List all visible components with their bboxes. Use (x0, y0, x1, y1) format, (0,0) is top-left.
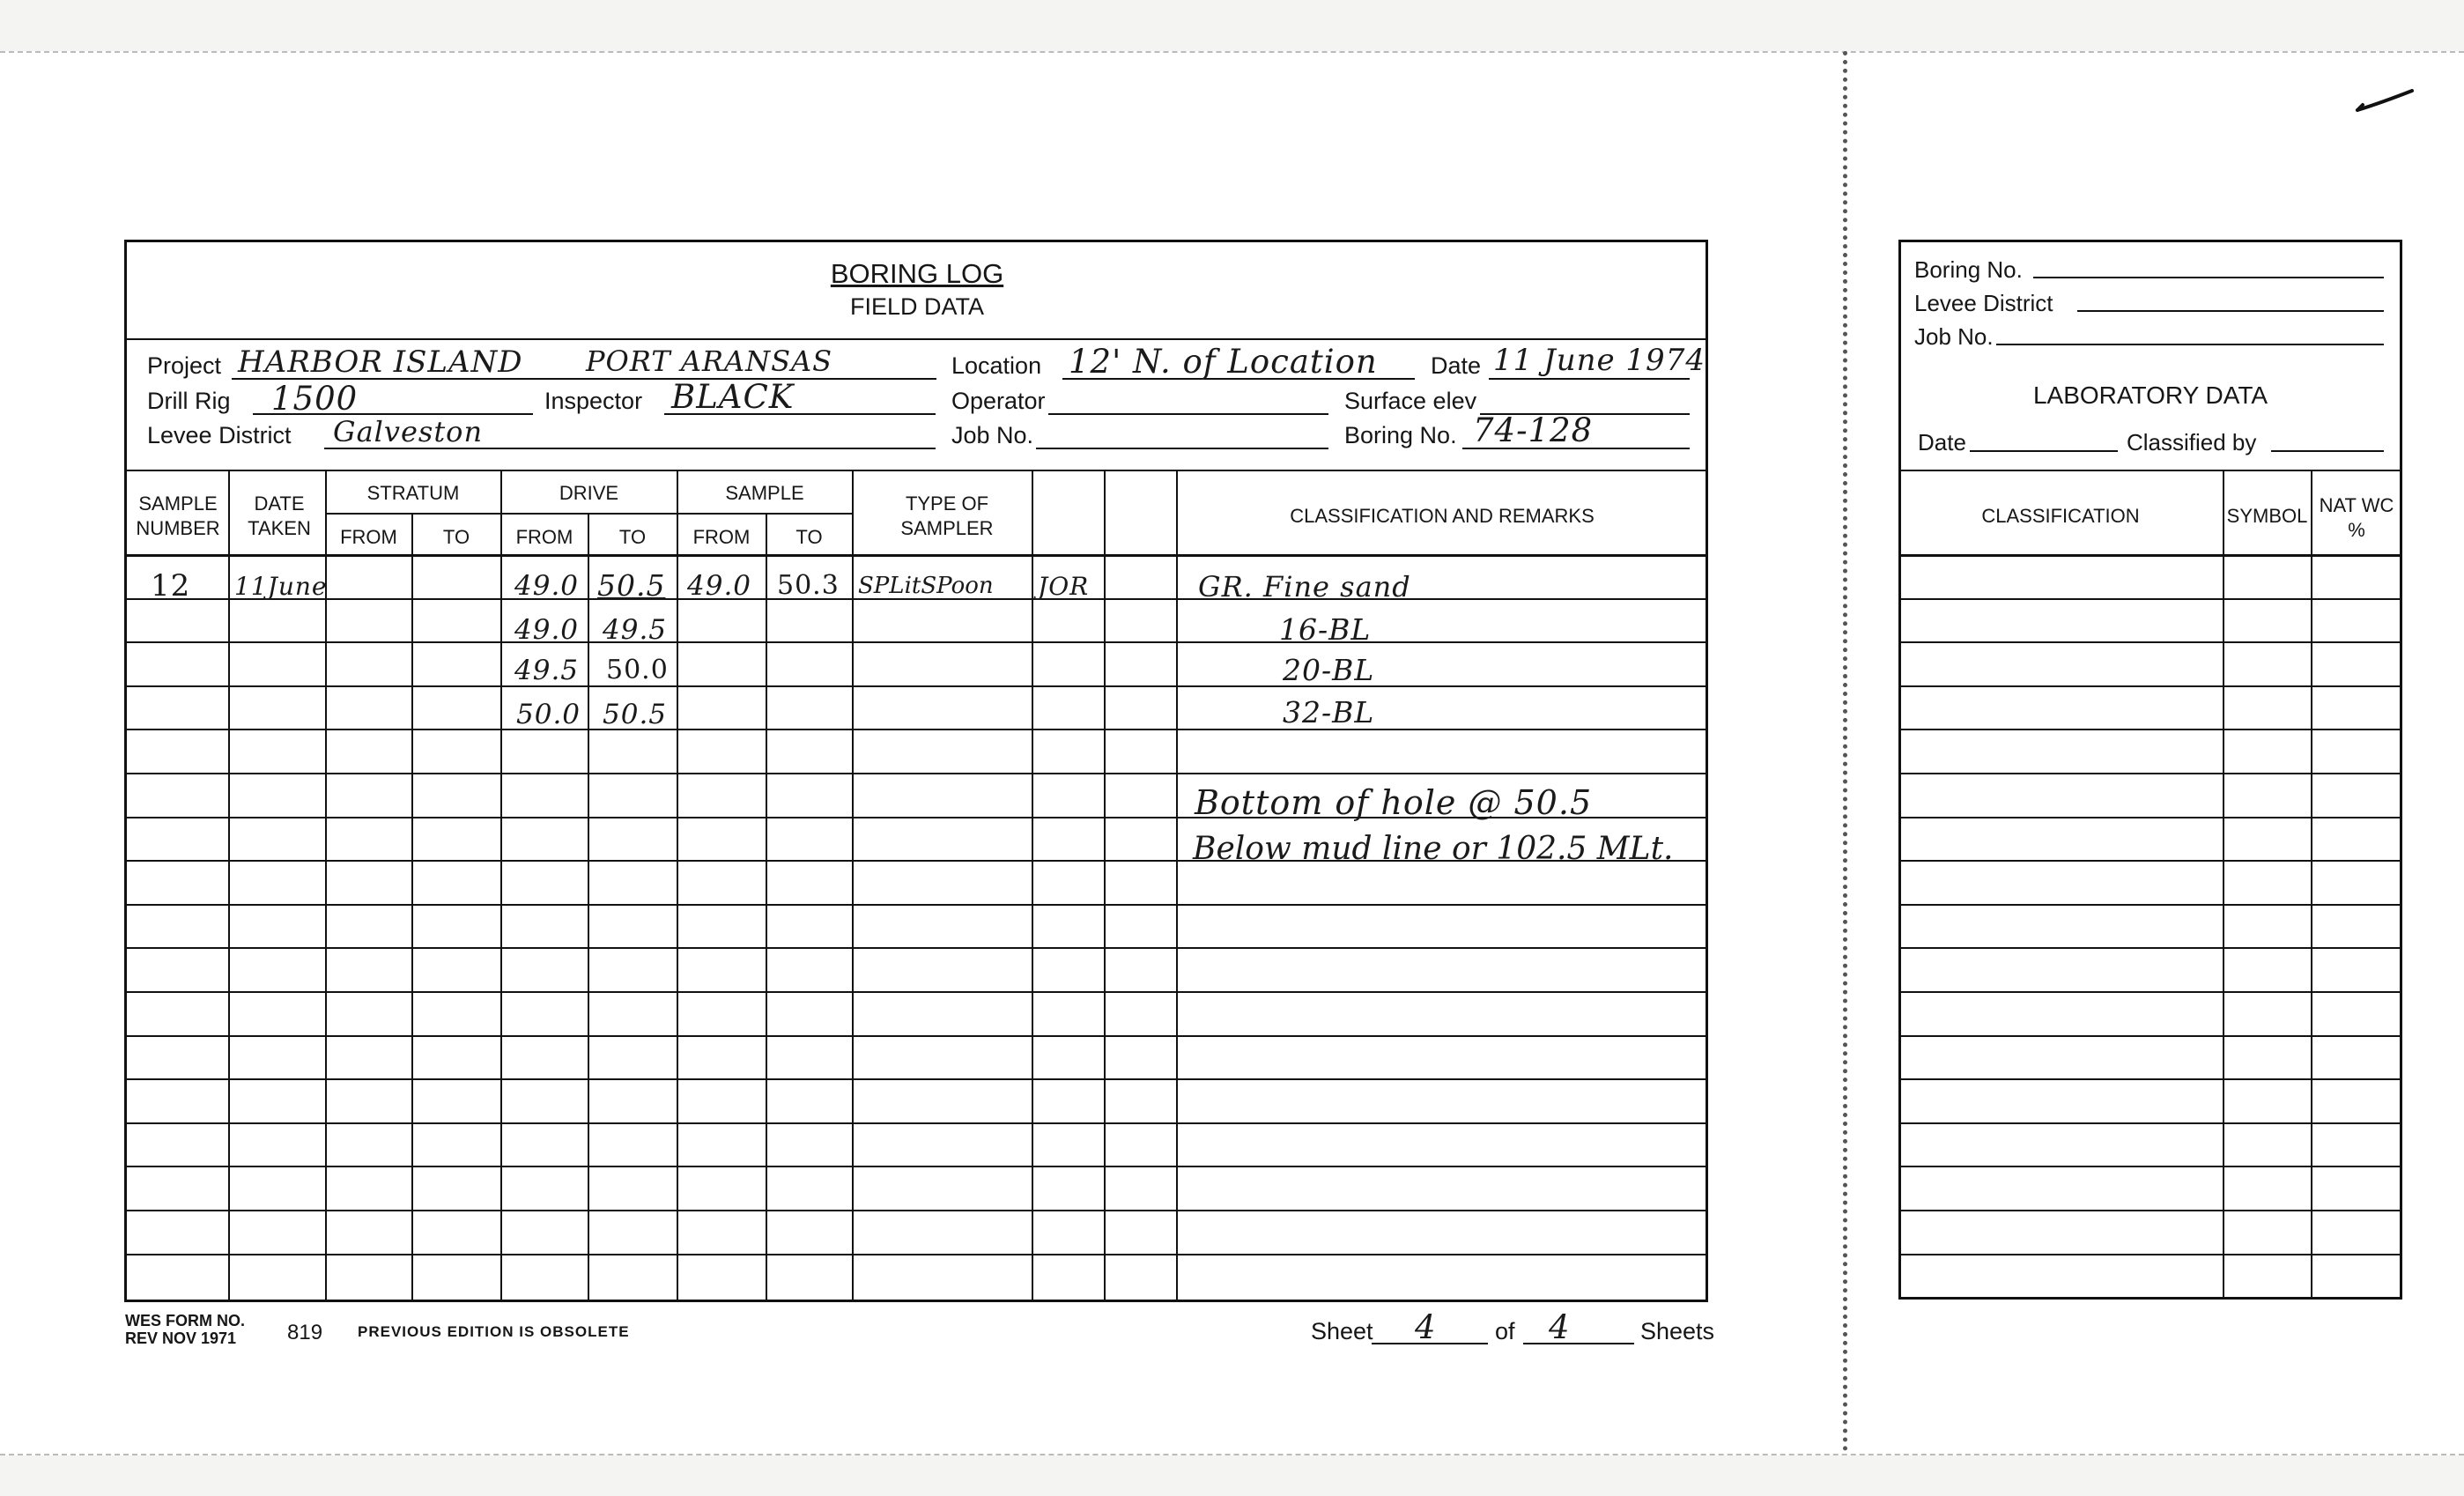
table-row-line (125, 1035, 1707, 1037)
lab-levee-district-line (2077, 310, 2384, 312)
lab-row-line (1899, 1078, 2401, 1080)
lab-boring-no-label: Boring No. (1914, 256, 2023, 283)
date-line (1489, 378, 1690, 380)
lab-classified-by-line (2271, 450, 2384, 452)
col-divider (1032, 470, 1033, 1301)
lab-classified-by-label: Classified by (2127, 429, 2257, 455)
row3-remarks: 20-BL (1283, 653, 1375, 687)
table-row-line (125, 685, 1707, 687)
checkmark-icon (2354, 84, 2416, 119)
lab-table-header-bottom (1899, 554, 2401, 557)
boring-no-label: Boring No. (1344, 422, 1457, 448)
col-divider (766, 514, 767, 1301)
table-row-line (125, 1254, 1707, 1255)
note-bottom-of-hole: Bottom of hole @ 50.5 (1195, 783, 1593, 822)
row1-sample-number: 12 (151, 568, 191, 604)
location-value: 12' N. of Location (1069, 343, 1378, 381)
lab-levee-district-label: Levee District (1914, 290, 2053, 316)
row2-drive-to: 49.5 (603, 614, 668, 646)
table-row-line (125, 729, 1707, 730)
lab-col-pct-label: % (2348, 518, 2365, 541)
row1-remarks: GR. Fine sand (1198, 570, 1411, 604)
col-stratum: STRATUM (366, 482, 460, 504)
rev-text: REV NOV 1971 (125, 1329, 237, 1347)
col-divider (500, 470, 502, 1301)
lab-row-line (1899, 641, 2401, 643)
note-mud-line: Below mud line or 102.5 MLt. (1193, 831, 1674, 867)
form-number-label (125, 1313, 245, 1348)
table-row-line (125, 904, 1707, 906)
lab-row-line (1899, 1254, 2401, 1255)
row1-drive-from: 49.0 (514, 570, 580, 602)
lab-row-line (1899, 904, 2401, 906)
form-subtitle: FIELD DATA (849, 293, 985, 320)
row4-remarks: 32-BL (1283, 695, 1375, 729)
col-divider (852, 470, 854, 1301)
lab-title: LABORATORY DATA (2032, 381, 2268, 409)
drill-rig-value: 1500 (271, 380, 359, 418)
lab-col-symbol: SYMBOL (2226, 505, 2308, 527)
sheet-label: Sheet (1311, 1318, 1373, 1344)
col-divider (588, 514, 589, 1301)
boring-no-value: 74-128 (1473, 411, 1594, 449)
lab-col-classification: CLASSIFICATION (1981, 505, 2140, 527)
obsolete-notice: PREVIOUS EDITION IS OBSOLETE (358, 1323, 630, 1340)
lab-row-line (1899, 773, 2401, 774)
inspector-label: Inspector (544, 388, 643, 414)
row3-drive-from: 49.5 (514, 655, 580, 686)
project-value: HARBOR ISLAND (238, 344, 523, 380)
col-divider (411, 514, 413, 1301)
row1-extra: JOR (1038, 572, 1090, 601)
col-date-taken: DATE TAKEN (248, 492, 311, 539)
col-sample-to: TO (795, 526, 823, 548)
row1-drive-to: 50.5 (597, 568, 666, 603)
lab-date-line (1970, 450, 2118, 452)
col-stratum-from: FROM (340, 526, 397, 548)
col-drive-to: TO (618, 526, 647, 548)
row1-date-taken: 11June (234, 572, 328, 601)
lab-row-line (1899, 729, 2401, 730)
table-row-line (125, 1122, 1707, 1124)
sheet-total: 4 (1549, 1308, 1571, 1346)
project-value-2: PORT ARANSAS (586, 344, 833, 378)
table-row-line (125, 1166, 1707, 1167)
col-sample-number: SAMPLE NUMBER (136, 492, 220, 539)
sheets-label: Sheets (1640, 1318, 1715, 1344)
row4-drive-to: 50.5 (603, 699, 668, 730)
lab-col-divider (2223, 470, 2224, 1299)
lab-job-no-line (1996, 344, 2384, 345)
date-label: Date (1431, 352, 1482, 379)
table-header-bottom (125, 554, 1707, 557)
col-drive: DRIVE (559, 482, 619, 504)
drill-rig-label: Drill Rig (147, 388, 231, 414)
sheet-total-line (1523, 1343, 1634, 1344)
lab-row-line (1899, 947, 2401, 949)
operator-label: Operator (951, 388, 1046, 414)
row2-remarks: 16-BL (1279, 612, 1372, 647)
lab-table-top-line (1899, 470, 2401, 471)
levee-district-value: Galveston (333, 415, 484, 448)
row1-sample-from: 49.0 (687, 570, 752, 602)
table-row-line (125, 1078, 1707, 1080)
subheader-line (326, 513, 853, 515)
table-row-line (125, 641, 1707, 643)
lab-col-nat-wc-label: NAT WC (2319, 494, 2394, 516)
table-row-line (125, 991, 1707, 993)
table-row-line (125, 773, 1707, 774)
form-number: 819 (287, 1321, 323, 1344)
inspector-value: BLACK (671, 378, 795, 416)
row3-drive-to: 50.0 (606, 655, 669, 685)
location-label: Location (951, 352, 1042, 379)
col-divider (1176, 470, 1178, 1301)
table-row-line (125, 947, 1707, 949)
col-divider (677, 470, 678, 1301)
col-classification-remarks: CLASSIFICATION AND REMARKS (1290, 505, 1595, 527)
row1-type-of-sampler: SPLitSPoon (858, 573, 994, 599)
lab-col-nat-wc (2312, 493, 2401, 542)
form-no-text: WES FORM NO. (125, 1312, 245, 1329)
job-no-label: Job No. (951, 422, 1034, 448)
lab-row-line (1899, 685, 2401, 687)
levee-district-label: Levee District (147, 422, 292, 448)
lab-row-line (1899, 817, 2401, 818)
col-divider (1104, 470, 1106, 1301)
lab-job-no-label: Job No. (1914, 323, 1994, 350)
table-row-line (125, 1210, 1707, 1211)
row4-drive-from: 50.0 (516, 699, 581, 730)
col-sample: SAMPLE (725, 482, 804, 504)
col-sample-from: FROM (692, 526, 751, 548)
lab-date-label: Date (1918, 429, 1966, 455)
row1-sample-to: 50.3 (777, 570, 840, 601)
lab-row-line (1899, 1122, 2401, 1124)
surface-elev-label: Surface elev (1344, 388, 1477, 414)
header-divider (125, 338, 1707, 340)
lab-col-divider (2311, 470, 2312, 1299)
col-type-of-sampler: TYPE OF SAMPLER (900, 492, 994, 539)
lab-row-line (1899, 1210, 2401, 1211)
perforation-line (1843, 51, 1847, 1452)
col-stratum-to: TO (442, 526, 470, 548)
lab-row-line (1899, 598, 2401, 600)
col-divider (228, 470, 230, 1301)
date-value: 11 June 1974 (1493, 343, 1706, 378)
job-no-line (1036, 448, 1328, 449)
lab-boring-no-line (2033, 277, 2384, 278)
project-label: Project (147, 352, 222, 379)
lab-row-line (1899, 1035, 2401, 1037)
operator-line (1048, 413, 1328, 415)
lab-row-line (1899, 860, 2401, 862)
lab-row-line (1899, 1166, 2401, 1167)
row2-drive-from: 49.0 (514, 614, 580, 646)
sheet-number: 4 (1415, 1308, 1437, 1346)
table-top-line (125, 470, 1707, 471)
form-title: BORING LOG (830, 258, 1004, 289)
lab-row-line (1899, 991, 2401, 993)
of-label: of (1495, 1318, 1515, 1344)
col-drive-from: FROM (515, 526, 573, 548)
